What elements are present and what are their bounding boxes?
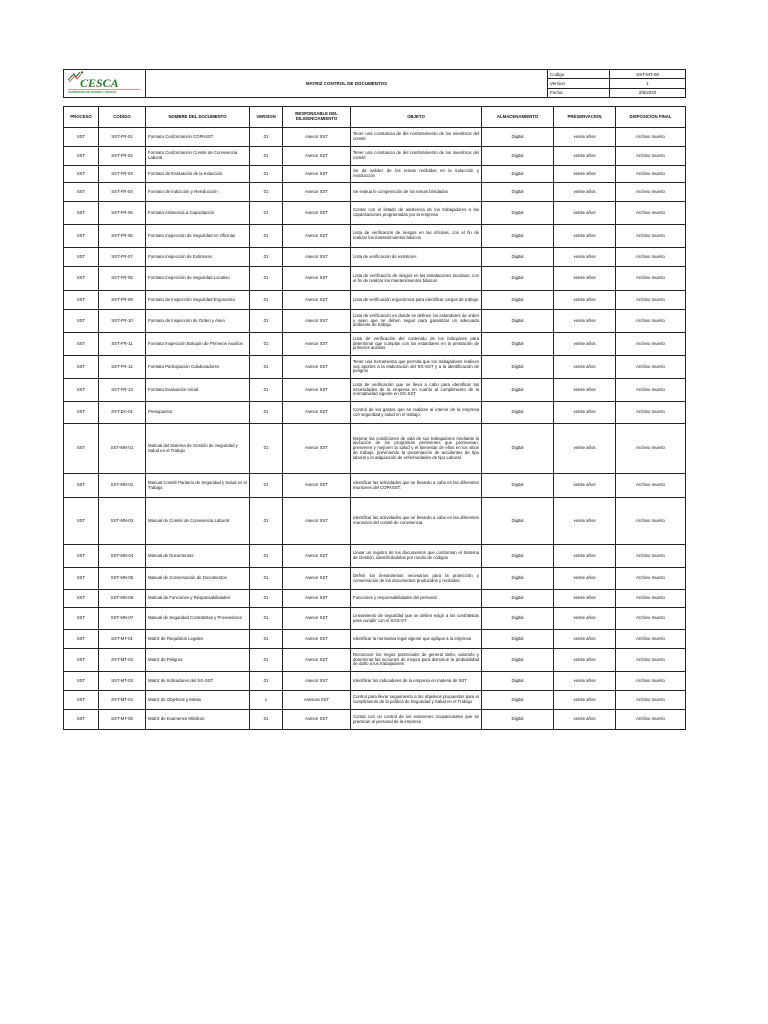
- row-nombre: Manual de Funciones y Responsabilidades: [146, 590, 250, 608]
- row-objeto: Se da validez de los temas recibidos en la inducción y reinducción: [351, 166, 482, 183]
- row-almacenamiento: Digital: [482, 202, 554, 225]
- row-objeto: Identificar los indicadores de la empresa en materia de SST: [351, 672, 482, 691]
- row-disposicion: Archivo muerto: [616, 225, 686, 248]
- table-row: [64, 225, 686, 248]
- row-nombre: Manual de Seguridad Contratistas y Proveedores: [146, 608, 250, 630]
- row-disposicion: Archivo muerto: [616, 691, 686, 710]
- row-responsable: Asesora SST: [283, 691, 351, 710]
- row-codigo: SST-MT-01: [99, 630, 146, 649]
- table-row: [64, 590, 686, 608]
- row-objeto: Identificar las actividades que se llevarán a cabo en las diferentes reuniones del COPASST.: [351, 474, 482, 498]
- meta-label-codigo: Codigo: [548, 70, 610, 79]
- row-version: 01: [250, 590, 283, 608]
- row-version: 01: [250, 672, 283, 691]
- row-almacenamiento: Digital: [482, 147, 554, 166]
- row-disposicion: Archivo muerto: [616, 128, 686, 147]
- row-responsable: Asesor SST: [283, 333, 351, 356]
- row-nombre: Formato Conformación COPASST: [146, 128, 250, 147]
- row-responsable: Asesor SST: [283, 267, 351, 291]
- row-almacenamiento: Digital: [482, 291, 554, 310]
- row-proceso: SST: [64, 310, 99, 333]
- row-version: 01: [250, 202, 283, 225]
- row-disposicion: Archivo muerto: [616, 356, 686, 379]
- row-almacenamiento: Digital: [482, 248, 554, 267]
- row-codigo: SST-MN-07: [99, 608, 146, 630]
- row-nombre: Formato de Inspección de Orden y Aseo: [146, 310, 250, 333]
- row-preservacion: veinte años: [554, 649, 616, 672]
- row-objeto: Contar con un control de los examenes ocupacionales que se practican al personal de la empresa: [351, 710, 482, 730]
- row-proceso: SST: [64, 225, 99, 248]
- row-responsable: Asesor SST: [283, 424, 351, 474]
- row-responsable: Asesor SST: [283, 649, 351, 672]
- row-objeto: Lista de verificación de extintores: [351, 248, 482, 267]
- row-preservacion: veinte años: [554, 267, 616, 291]
- row-codigo: SST-FR-01: [99, 128, 146, 147]
- row-objeto: Lista de verificación de riesgos en las instalaciones locativas, con el fin de realizar los mantenimientos básicos: [351, 267, 482, 291]
- row-nombre: Manual de Documentos: [146, 545, 250, 568]
- row-version: 01: [250, 498, 283, 545]
- row-proceso: SST: [64, 183, 99, 202]
- row-preservacion: veinte años: [554, 248, 616, 267]
- row-almacenamiento: Digital: [482, 225, 554, 248]
- row-almacenamiento: Digital: [482, 333, 554, 356]
- table-row: [64, 147, 686, 166]
- row-responsable: Asesor SST: [283, 474, 351, 498]
- table-row: [64, 310, 686, 333]
- meta-label-fecha: Fecha: [548, 88, 610, 97]
- row-objeto: Tener una constancia de del nombramiento de los miembros del comité: [351, 147, 482, 166]
- logo-wordmark: CESCA: [80, 76, 119, 90]
- row-disposicion: Archivo muerto: [616, 608, 686, 630]
- col-header-almacenamiento: ALMACENAMIENTO: [482, 107, 554, 128]
- row-responsable: Asesor SST: [283, 128, 351, 147]
- col-header-disposicion: DISPOSICION FINAL: [616, 107, 686, 128]
- row-proceso: SST: [64, 710, 99, 730]
- row-version: 01: [250, 183, 283, 202]
- row-nombre: Presupuesto: [146, 402, 250, 424]
- row-disposicion: Archivo muerto: [616, 147, 686, 166]
- row-codigo: SST-FR-08: [99, 267, 146, 291]
- document: [63, 69, 685, 730]
- row-version: 01: [250, 649, 283, 672]
- table-row: [64, 128, 686, 147]
- row-version: 01: [250, 545, 283, 568]
- row-almacenamiento: Digital: [482, 691, 554, 710]
- row-nombre: Formato Participación Colaboradores: [146, 356, 250, 379]
- table-row: [64, 402, 686, 424]
- row-responsable: Asesor SST: [283, 590, 351, 608]
- row-almacenamiento: Digital: [482, 267, 554, 291]
- row-objeto: Se evalua le comprención de los temas brindados: [351, 183, 482, 202]
- row-proceso: SST: [64, 356, 99, 379]
- row-responsable: Asesor SST: [283, 291, 351, 310]
- row-disposicion: Archivo muerto: [616, 590, 686, 608]
- row-responsable: Asesor SST: [283, 379, 351, 402]
- row-nombre: Matriz de Indicadores del SG-SST: [146, 672, 250, 691]
- row-almacenamiento: Digital: [482, 649, 554, 672]
- row-proceso: SST: [64, 267, 99, 291]
- row-nombre: Formato Asistencia a Capacitación: [146, 202, 250, 225]
- row-codigo: SST-FR-06: [99, 225, 146, 248]
- row-objeto: Funciones y responsabilidades del personal: [351, 590, 482, 608]
- col-header-version: VERSION: [250, 107, 283, 128]
- row-codigo: SST-FR-04: [99, 183, 146, 202]
- row-disposicion: Archivo muerto: [616, 166, 686, 183]
- row-almacenamiento: Digital: [482, 183, 554, 202]
- row-proceso: SST: [64, 424, 99, 474]
- table-row: [64, 474, 686, 498]
- row-codigo: SST-MN-02: [99, 474, 146, 498]
- row-codigo: SST-FR-02: [99, 147, 146, 166]
- row-codigo: SST-FR-07: [99, 248, 146, 267]
- table-row: [64, 568, 686, 590]
- row-responsable: Asesor SST: [283, 166, 351, 183]
- row-codigo: SST-FR-10: [99, 310, 146, 333]
- row-responsable: Asesor SST: [283, 225, 351, 248]
- row-version: 01: [250, 424, 283, 474]
- col-header-proceso: PROCESO: [64, 107, 99, 128]
- row-preservacion: veinte años: [554, 291, 616, 310]
- row-almacenamiento: Digital: [482, 474, 554, 498]
- row-version: 01: [250, 333, 283, 356]
- row-objeto: Definir los lineamientos necesarios para la protección y conservación de los documentos producidos y recibidos.: [351, 568, 482, 590]
- row-proceso: SST: [64, 474, 99, 498]
- row-responsable: Asesor SST: [283, 672, 351, 691]
- col-header-nombre: NOMBRE DEL DOCUMENTO: [146, 107, 250, 128]
- row-nombre: Manual Comité Paritario de Seguridad y Salud en el Trabajo: [146, 474, 250, 498]
- row-nombre: Formato Inspección de Extintores: [146, 248, 250, 267]
- cesca-logo-icon: [66, 70, 142, 96]
- row-objeto: Lista de verificación en donde se definen los estandares de orden y aseo que se deben seguir para garantizar un adecuado ambiente de trabajo: [351, 310, 482, 333]
- row-responsable: Asesor SST: [283, 248, 351, 267]
- row-nombre: Manual de Comité de Convivencia Laboral: [146, 498, 250, 545]
- header-table: [63, 69, 686, 98]
- row-preservacion: veinte años: [554, 545, 616, 568]
- table-row: [64, 608, 686, 630]
- row-preservacion: veinte años: [554, 166, 616, 183]
- row-version: 01: [250, 474, 283, 498]
- table-row: [64, 649, 686, 672]
- row-codigo: SST-MT-05: [99, 710, 146, 730]
- row-objeto: Tener una herramienta que permita que los trabajadores realicen sus aportes a la elaboración del SG-SST y a la identificación de peligros: [351, 356, 482, 379]
- row-objeto: Mejorar las condiciones de vida de sus trabajadores mediante la ejecución de los programas pertinentes que promuevan, preserven y mejoren la salud y el bienestar de ellos en los sitios de trabajo, previniendo la presentación de accidentes de tipo laboral y la adquisición de enfermedades de tipo Laboral.: [351, 424, 482, 474]
- row-preservacion: veinte años: [554, 202, 616, 225]
- row-responsable: Asesor SST: [283, 202, 351, 225]
- row-version: 01: [250, 356, 283, 379]
- row-disposicion: Archivo muerto: [616, 183, 686, 202]
- row-proceso: SST: [64, 691, 99, 710]
- table-row: [64, 183, 686, 202]
- row-codigo: SST-MN-05: [99, 568, 146, 590]
- table-row: [64, 379, 686, 402]
- row-objeto: Control para llevar seguimiento a los objetivos propuestos para el cumplimiento de la política de Seguridad y Salud en el Trabajo: [351, 691, 482, 710]
- table-body: [64, 128, 686, 730]
- row-preservacion: veinte años: [554, 225, 616, 248]
- meta-label-version: Version: [548, 79, 610, 88]
- row-almacenamiento: Digital: [482, 166, 554, 183]
- row-codigo: SST-MN-06: [99, 590, 146, 608]
- row-codigo: SST-FR-11: [99, 333, 146, 356]
- row-codigo: SST-MT-04: [99, 691, 146, 710]
- row-almacenamiento: Digital: [482, 379, 554, 402]
- row-disposicion: Archivo muerto: [616, 568, 686, 590]
- row-version: 01: [250, 630, 283, 649]
- row-codigo: SST-MT-03: [99, 672, 146, 691]
- row-objeto: Lista de verificación del contenido de los botiquines para determinar que cumplan con los estandares en la prestación de primeros auxilios: [351, 333, 482, 356]
- row-almacenamiento: Digital: [482, 545, 554, 568]
- row-disposicion: Archivo muerto: [616, 379, 686, 402]
- row-objeto: Control de los gastos que se realizan al interior de la empresa con seguridad y salud en el trabajo.: [351, 402, 482, 424]
- table-row: [64, 291, 686, 310]
- col-header-objeto: OBJETO: [351, 107, 482, 128]
- row-almacenamiento: Digital: [482, 672, 554, 691]
- row-disposicion: Archivo muerto: [616, 310, 686, 333]
- row-almacenamiento: Digital: [482, 590, 554, 608]
- col-header-codigo: CODIGO: [99, 107, 146, 128]
- row-codigo: SST-FR-13: [99, 379, 146, 402]
- row-version: 01: [250, 147, 283, 166]
- meta-value-version: 1: [610, 79, 686, 88]
- table-row: [64, 498, 686, 545]
- row-proceso: SST: [64, 649, 99, 672]
- table-row: [64, 672, 686, 691]
- row-nombre: Formato de Inspección Seguridad Ergonomía: [146, 291, 250, 310]
- row-codigo: SST-MN-04: [99, 545, 146, 568]
- meta-value-codigo: SST-MT-06: [610, 70, 686, 79]
- row-disposicion: Archivo muerto: [616, 474, 686, 498]
- table-row: [64, 691, 686, 710]
- row-version: 01: [250, 166, 283, 183]
- row-proceso: SST: [64, 202, 99, 225]
- row-codigo: SST-MT-02: [99, 649, 146, 672]
- row-version: 01: [250, 402, 283, 424]
- row-disposicion: Archivo muerto: [616, 248, 686, 267]
- col-header-responsable: RESPONSABLE DEL DILIGENCIAMIENTO: [283, 107, 351, 128]
- row-codigo: SST-MN-03: [99, 498, 146, 545]
- row-disposicion: Archivo muerto: [616, 402, 686, 424]
- col-header-preservacion: PRESERVACION: [554, 107, 616, 128]
- row-codigo: SST-FR-05: [99, 202, 146, 225]
- document-title: MATRIZ CONTROL DE DOCUMENTOS: [146, 70, 548, 98]
- row-objeto: Lista de verificación que se lleva a cabo para identificar las necesidades de la empresa en cuanto al cumplimiento de la normatividad vigente en SG-SST: [351, 379, 482, 402]
- row-preservacion: veinte años: [554, 568, 616, 590]
- row-version: 01: [250, 128, 283, 147]
- row-version: 01: [250, 710, 283, 730]
- company-logo: [64, 70, 146, 98]
- row-version: 01: [250, 310, 283, 333]
- row-proceso: SST: [64, 402, 99, 424]
- row-disposicion: Archivo muerto: [616, 202, 686, 225]
- row-preservacion: veinte años: [554, 424, 616, 474]
- row-version: 01: [250, 608, 283, 630]
- row-preservacion: veinte años: [554, 590, 616, 608]
- row-nombre: Formato Inspección de Seguridad Locativo: [146, 267, 250, 291]
- row-responsable: Asesor SST: [283, 310, 351, 333]
- meta-value-fecha: 2/8/2020: [610, 88, 686, 97]
- row-responsable: Asesor SST: [283, 608, 351, 630]
- row-preservacion: veinte años: [554, 128, 616, 147]
- row-nombre: Manual de Conservación de Documentos: [146, 568, 250, 590]
- row-proceso: SST: [64, 498, 99, 545]
- row-almacenamiento: Digital: [482, 356, 554, 379]
- row-nombre: Manual del Sistema de Gestión de Seguridad y Salud en el Trabajo: [146, 424, 250, 474]
- row-objeto: Identificar las actividades que se llevarán a cabo en las diferentes reuniones del comité de convivencia: [351, 498, 482, 545]
- table-row: [64, 267, 686, 291]
- row-preservacion: veinte años: [554, 672, 616, 691]
- table-row: [64, 248, 686, 267]
- row-almacenamiento: Digital: [482, 630, 554, 649]
- row-disposicion: Archivo muerto: [616, 267, 686, 291]
- row-proceso: SST: [64, 166, 99, 183]
- row-proceso: SST: [64, 568, 99, 590]
- row-disposicion: Archivo muerto: [616, 630, 686, 649]
- documents-table: [63, 106, 686, 730]
- row-responsable: Asesor SST: [283, 568, 351, 590]
- row-preservacion: veinte años: [554, 474, 616, 498]
- row-codigo: SST-FR-09: [99, 291, 146, 310]
- row-proceso: SST: [64, 672, 99, 691]
- row-preservacion: veinte años: [554, 379, 616, 402]
- row-disposicion: Archivo muerto: [616, 545, 686, 568]
- table-row: [64, 545, 686, 568]
- row-almacenamiento: Digital: [482, 128, 554, 147]
- table-row: [64, 630, 686, 649]
- row-proceso: SST: [64, 147, 99, 166]
- row-responsable: Asesor SST: [283, 402, 351, 424]
- row-almacenamiento: Digital: [482, 608, 554, 630]
- table-row: [64, 333, 686, 356]
- row-preservacion: veinte años: [554, 183, 616, 202]
- row-responsable: Asesor SST: [283, 498, 351, 545]
- row-almacenamiento: Digital: [482, 424, 554, 474]
- logo-subtitle: COOPERATIVA DE AHORRO Y CREDITO: [68, 91, 116, 94]
- row-preservacion: veinte años: [554, 402, 616, 424]
- row-objeto: Identificar la normativa legal vigente que aplique a la empresa: [351, 630, 482, 649]
- row-codigo: SST-DA-01: [99, 402, 146, 424]
- row-nombre: Formato de Evaluación de la Inducción: [146, 166, 250, 183]
- row-version: 01: [250, 225, 283, 248]
- row-nombre: Matriz de Examenes Médicos: [146, 710, 250, 730]
- row-proceso: SST: [64, 248, 99, 267]
- row-responsable: Asesor SST: [283, 710, 351, 730]
- row-disposicion: Archivo muerto: [616, 333, 686, 356]
- row-preservacion: veinte años: [554, 498, 616, 545]
- row-responsable: Asesor SST: [283, 545, 351, 568]
- row-version: 01: [250, 568, 283, 590]
- row-almacenamiento: Digital: [482, 568, 554, 590]
- row-preservacion: veinte años: [554, 608, 616, 630]
- row-version: 01: [250, 267, 283, 291]
- row-almacenamiento: Digital: [482, 402, 554, 424]
- row-nombre: Matriz de Peligros: [146, 649, 250, 672]
- row-proceso: SST: [64, 545, 99, 568]
- row-codigo: SST-FR-12: [99, 356, 146, 379]
- row-disposicion: Archivo muerto: [616, 649, 686, 672]
- row-preservacion: veinte años: [554, 356, 616, 379]
- row-objeto: Tener una constancia de del nombramiento de los miembros del comité: [351, 128, 482, 147]
- row-codigo: SST-FR-03: [99, 166, 146, 183]
- row-version: 01: [250, 248, 283, 267]
- table-row: [64, 710, 686, 730]
- row-proceso: SST: [64, 333, 99, 356]
- row-preservacion: veinte años: [554, 630, 616, 649]
- row-preservacion: veinte años: [554, 333, 616, 356]
- row-objeto: Llevar un registro de los documentos que conforman el Sistema de Gestión, identificándolos por medio de códigos: [351, 545, 482, 568]
- row-proceso: SST: [64, 379, 99, 402]
- table-row: [64, 424, 686, 474]
- row-responsable: Asesor SST: [283, 147, 351, 166]
- row-disposicion: Archivo muerto: [616, 291, 686, 310]
- row-nombre: Matriz de Requisitos Legales: [146, 630, 250, 649]
- table-row: [64, 166, 686, 183]
- row-nombre: Matriz de Objetivos y Metas: [146, 691, 250, 710]
- row-proceso: SST: [64, 630, 99, 649]
- row-objeto: Contar con el listado de asistencia de los trabajadores a las capacitaciones programadas por la empresa: [351, 202, 482, 225]
- table-row: [64, 356, 686, 379]
- row-almacenamiento: Digital: [482, 710, 554, 730]
- row-nombre: Formato Conformación Comité de Convivencia Laboral: [146, 147, 250, 166]
- column-header-row: [64, 107, 686, 128]
- row-nombre: Formato de Inducción y Reinducción: [146, 183, 250, 202]
- row-disposicion: Archivo muerto: [616, 710, 686, 730]
- row-disposicion: Archivo muerto: [616, 498, 686, 545]
- row-nombre: Formato Inspección Botiquín de Primeros Auxilios: [146, 333, 250, 356]
- row-disposicion: Archivo muerto: [616, 672, 686, 691]
- row-responsable: Asesor SST: [283, 356, 351, 379]
- row-version: 1: [250, 691, 283, 710]
- row-responsable: Asesor SST: [283, 630, 351, 649]
- row-almacenamiento: Digital: [482, 310, 554, 333]
- row-version: 01: [250, 291, 283, 310]
- row-nombre: Formato Inspección de Seguridad en Oficinas: [146, 225, 250, 248]
- row-preservacion: veinte años: [554, 147, 616, 166]
- row-proceso: SST: [64, 291, 99, 310]
- row-codigo: SST-MN-01: [99, 424, 146, 474]
- row-objeto: Lineamiento de seguridad que se deben exigir a los contratistas para cumplir con el SGS-ST: [351, 608, 482, 630]
- row-version: 01: [250, 379, 283, 402]
- row-proceso: SST: [64, 128, 99, 147]
- row-preservacion: veinte años: [554, 710, 616, 730]
- row-objeto: Reconocer los riegos potenciales de general daño, valorarlo y determinar las acciones de mejora para disminuir la probabilidad de daño a los trabajadores: [351, 649, 482, 672]
- row-nombre: Formato Evaluación Inicial: [146, 379, 250, 402]
- row-objeto: Lista de verificación de riesgos en las oficinas, con el fin de realizar los mantenimientos básicos: [351, 225, 482, 248]
- row-proceso: SST: [64, 608, 99, 630]
- row-preservacion: veinte años: [554, 310, 616, 333]
- row-almacenamiento: Digital: [482, 498, 554, 545]
- row-disposicion: Archivo muerto: [616, 424, 686, 474]
- row-preservacion: veinte años: [554, 691, 616, 710]
- row-responsable: Asesor SST: [283, 183, 351, 202]
- row-proceso: SST: [64, 590, 99, 608]
- table-row: [64, 202, 686, 225]
- row-objeto: Lista de verificación ergonómica para identificar cargas de trabajo: [351, 291, 482, 310]
